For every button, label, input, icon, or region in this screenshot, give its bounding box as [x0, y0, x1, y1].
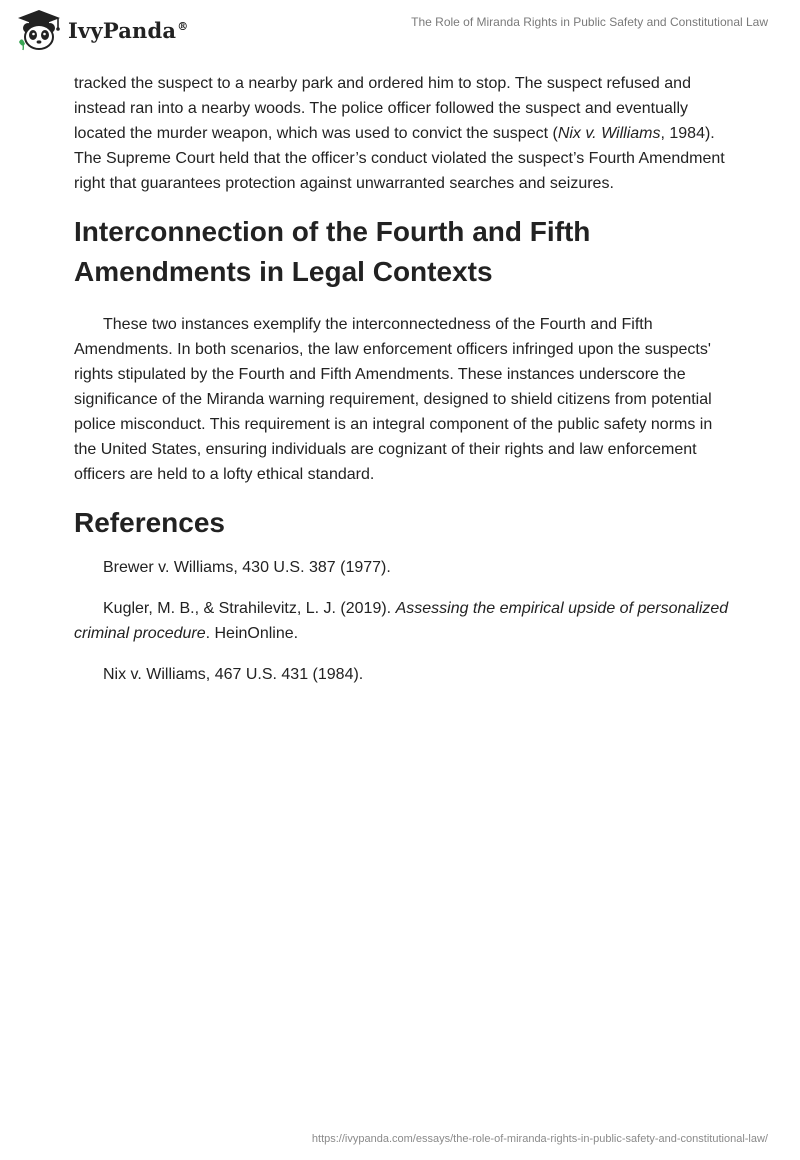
footer-url[interactable]: https://ivypanda.com/essays/the-role-of-miranda-rights-in-public-safety-and-constitutional-law/ [311, 1133, 768, 1145]
logo-text: IvyPanda® [68, 17, 189, 43]
document-title: The Role of Miranda Rights in Public Safety and Constitutional Law [411, 15, 768, 29]
page-header [0, 0, 800, 60]
reference-authors: Kugler, M. B., & Strahilevitz, L. J. (2019). [103, 600, 396, 617]
references-heading: References [74, 507, 225, 538]
reference-item: Nix v. Williams, 467 U.S. 431 (1984). [103, 666, 364, 683]
section-paragraph: These two instances exemplify the interconnectedness of the Fourth and Fifth Amendments. In both scenarios, the law enforcement officers infringed upon the suspects' rights stipulated by the Fourth and Fifth Amendments. These instances underscore the significance of the Miranda warning requirement, designed to shield citizens from potential police misconduct. This requirement is an integral component of the public safety norms in the United States, ensuring individuals are cognizant of their rights and law enforcement officers are held to a lofty ethical standard. [74, 316, 713, 483]
ivypanda-logo[interactable] [14, 8, 204, 52]
panda-graduation-icon [14, 8, 64, 52]
reference-item: Brewer v. Williams, 430 U.S. 387 (1977). [103, 559, 391, 576]
intro-text-1: tracked the suspect to a nearby park and ordered him to stop. The suspect refused and instead ran into a nearby woods. The police officer followed the suspect and eventually located the murder weapon, which was used to convict the suspect ( [74, 75, 691, 142]
section-heading: Interconnection of the Fourth and Fifth Amendments in Legal Contexts [74, 216, 591, 287]
registered-mark: ® [177, 19, 189, 33]
essay-content [74, 71, 734, 687]
reference-publisher: . HeinOnline. [205, 625, 299, 642]
intro-text-2: , 1984). The Supreme Court held that the officer’s conduct violated the suspect’s Fourth Amendment right that guarantees protection against unwarranted searches and seizures. [74, 125, 725, 192]
reference-item [74, 596, 734, 646]
reference-title: Assessing the empirical upside of personalized criminal procedure [74, 600, 729, 642]
case-citation: Nix v. Williams [557, 125, 661, 142]
intro-paragraph [74, 71, 734, 196]
